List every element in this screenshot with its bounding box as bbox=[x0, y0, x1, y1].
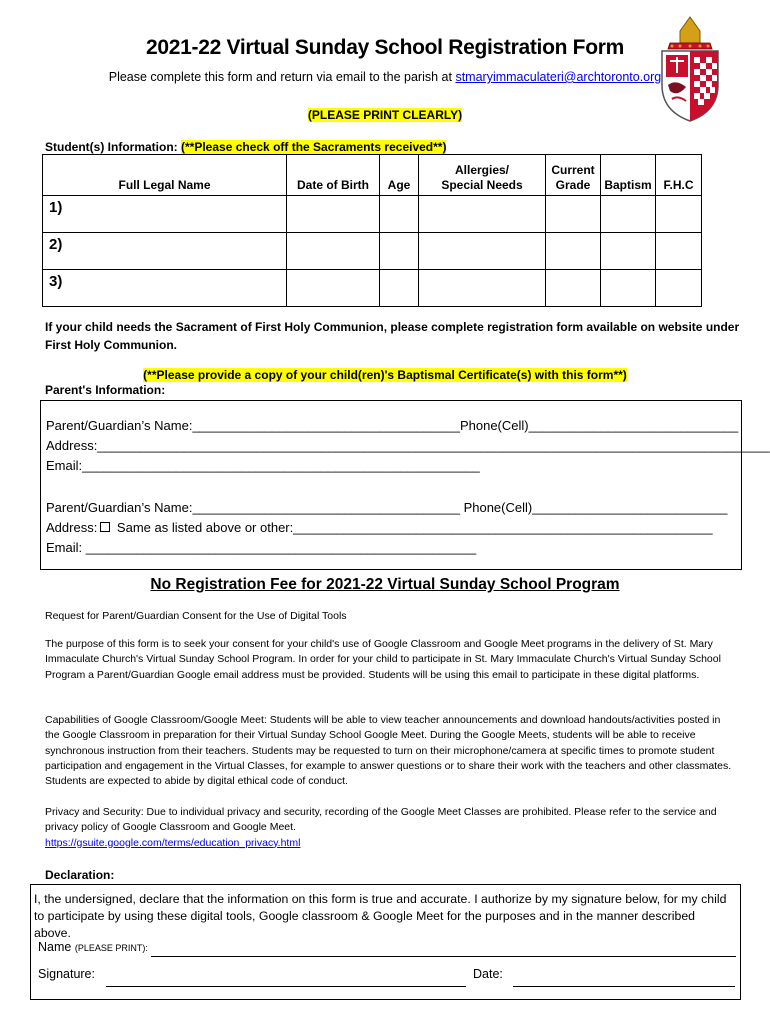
parish-email-link[interactable]: stmaryimmaculateri@archtoronto.org bbox=[455, 70, 662, 84]
col-allergies-line2: Special Needs bbox=[441, 178, 523, 192]
instructions-text: Please complete this form and return via email to the parish at bbox=[108, 70, 456, 84]
privacy-policy-link[interactable]: https://gsuite.google.com/terms/education_privacy.html bbox=[45, 836, 301, 849]
privacy-text: Privacy and Security: Due to individual privacy and security, recording of the Google Meet Classes are prohibited. Please refer to the service and privacy policy of Google Classroom and Google Meet. bbox=[45, 806, 717, 834]
baptism-note bbox=[0, 368, 770, 382]
consent-purpose-paragraph: The purpose of this form is to seek your consent for your child's use of Google Classroom and Google Meet programs in the delivery of St. Mary Immaculate Church's Virtual Sunday School Program. In order for your child to participate in St. Mary Immaculate Church's Virtual Sunday School Program a Parent/Guardian Google email address must be provided. Students will be using this email to participate in these digital platforms. bbox=[45, 638, 721, 681]
same-address-checkbox[interactable] bbox=[100, 522, 110, 532]
col-grade-line1: Current bbox=[551, 163, 595, 177]
table-row bbox=[43, 270, 702, 307]
age-cell[interactable] bbox=[380, 233, 419, 270]
parent2-address-label: Address: bbox=[46, 520, 98, 535]
no-fee-heading: No Registration Fee for 2021-22 Virtual Sunday School Program bbox=[150, 576, 620, 593]
parent2-address-field[interactable]: Same as listed above or other:__________________________________________________________ bbox=[113, 520, 713, 535]
col-current-grade bbox=[546, 155, 601, 196]
age-cell[interactable] bbox=[380, 196, 419, 233]
fhc-note: If your child needs the Sacrament of First Holy Communion, please complete registration form available on website under First Holy Communion. bbox=[45, 320, 740, 352]
parent2-email-field[interactable]: Email: ______________________________________________________ bbox=[46, 540, 477, 555]
form-title: 2021-22 Virtual Sunday School Registration Form bbox=[146, 36, 624, 59]
age-cell[interactable] bbox=[380, 270, 419, 307]
declaration-heading: Declaration: bbox=[45, 868, 115, 882]
parents-info-box bbox=[40, 400, 770, 570]
parents-heading: Parent's Information: bbox=[45, 383, 166, 397]
col-allergies bbox=[419, 155, 546, 196]
consent-title: Request for Parent/Guardian Consent for the Use of Digital Tools bbox=[45, 610, 347, 622]
name-label-row bbox=[38, 940, 148, 954]
students-heading bbox=[45, 140, 446, 154]
signature-label: Signature: bbox=[38, 967, 95, 981]
name-print-hint: (PLEASE PRINT): bbox=[74, 943, 148, 953]
allergies-cell[interactable] bbox=[419, 233, 546, 270]
sacraments-note: (**Please check off the Sacraments received**) bbox=[181, 140, 447, 154]
allergies-cell[interactable] bbox=[419, 196, 546, 233]
parent1-address-field[interactable]: Address:_____________________________________________________________________________________________ bbox=[46, 438, 770, 453]
table-row bbox=[43, 233, 702, 270]
col-baptism: Baptism bbox=[601, 155, 656, 196]
dob-cell[interactable] bbox=[287, 270, 380, 307]
col-age: Age bbox=[380, 155, 419, 196]
date-label: Date: bbox=[473, 967, 503, 981]
col-grade-line2: Grade bbox=[555, 178, 591, 192]
consent-privacy-paragraph bbox=[45, 805, 735, 851]
instructions bbox=[0, 70, 770, 84]
grade-cell[interactable] bbox=[546, 196, 601, 233]
row-number: 1) bbox=[43, 196, 287, 233]
baptism-checkbox-cell[interactable] bbox=[601, 233, 656, 270]
consent-capabilities-paragraph: Capabilities of Google Classroom/Google Meet: Students will be able to view teacher announcements and download handouts/activities posted in the Google Classroom in preparation for their Virtual Sunday School Google Meet. During the Google Meets, students will be able to receive synchronous instruction from their teachers. Students may be requested to turn on their microphone/camera at specific times to promote student participation and engagement in the Virtual Classes, for example to answer questions or to share their work with the teachers and other classmates. Students are expected to abide by digital ethical code of conduct. bbox=[45, 714, 732, 788]
baptism-checkbox-cell[interactable] bbox=[601, 196, 656, 233]
parent2-name-phone-field[interactable]: Parent/Guardian’s Name:_____________________________________ Phone(Cell)___________________________ bbox=[46, 500, 728, 515]
grade-cell[interactable] bbox=[546, 270, 601, 307]
parent1-email-field[interactable]: Email:_______________________________________________________ bbox=[46, 458, 480, 473]
students-table-header bbox=[43, 155, 702, 196]
baptism-checkbox-cell[interactable] bbox=[601, 270, 656, 307]
fhc-checkbox-cell[interactable] bbox=[656, 270, 702, 307]
parent2-address-row bbox=[46, 520, 713, 535]
row-number: 3) bbox=[43, 270, 287, 307]
col-allergies-line1: Allergies/ bbox=[454, 163, 510, 177]
grade-cell[interactable] bbox=[546, 233, 601, 270]
signature-input-line[interactable] bbox=[106, 986, 466, 987]
col-fhc: F.H.C bbox=[656, 155, 702, 196]
col-date-of-birth: Date of Birth bbox=[287, 155, 380, 196]
fhc-checkbox-cell[interactable] bbox=[656, 233, 702, 270]
students-table bbox=[42, 154, 702, 307]
table-row bbox=[43, 196, 702, 233]
print-clearly-note bbox=[0, 108, 770, 122]
parent1-name-phone-field[interactable]: Parent/Guardian’s Name:_____________________________________Phone(Cell)_____________________________ bbox=[46, 418, 739, 433]
dob-cell[interactable] bbox=[287, 233, 380, 270]
dob-cell[interactable] bbox=[287, 196, 380, 233]
students-heading-label: Student(s) Information: bbox=[45, 140, 178, 154]
allergies-cell[interactable] bbox=[419, 270, 546, 307]
row-number: 2) bbox=[43, 233, 287, 270]
name-label: Name bbox=[38, 940, 72, 954]
declaration-box bbox=[30, 884, 741, 1000]
declaration-text: I, the undersigned, declare that the information on this form is true and accurate. I authorize by my signature below, for my child to participate by using these digital tools, Google classroom & Google Meet for the purposes and in the manner described above. bbox=[34, 892, 727, 940]
baptism-note-text: (**Please provide a copy of your child(ren)'s Baptismal Certificate(s) with this form**) bbox=[143, 368, 627, 382]
col-full-legal-name: Full Legal Name bbox=[43, 155, 287, 196]
date-input-line[interactable] bbox=[513, 986, 735, 987]
print-clearly-text: (PLEASE PRINT CLEARLY) bbox=[307, 108, 463, 122]
fhc-checkbox-cell[interactable] bbox=[656, 196, 702, 233]
name-input-line[interactable] bbox=[151, 956, 736, 957]
